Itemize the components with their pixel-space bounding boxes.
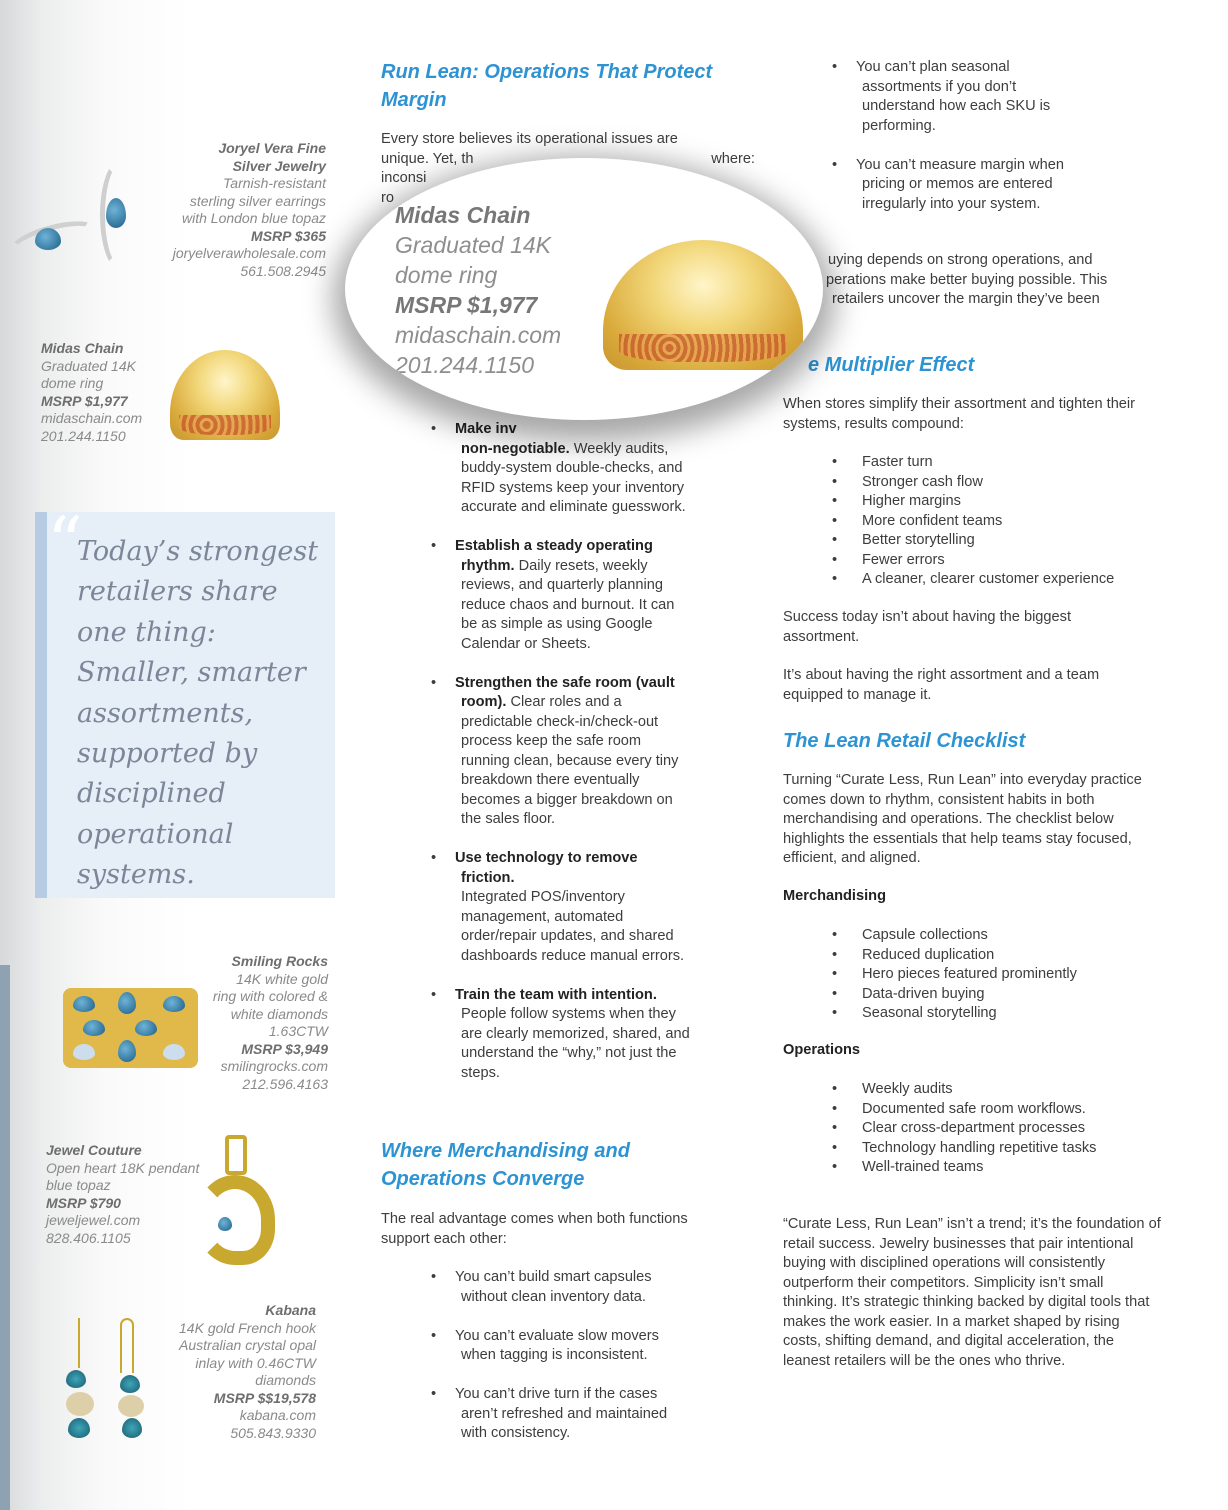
list-item: • More confident teams [832, 512, 1162, 532]
product-website: midaschain.com [41, 410, 143, 426]
list-item [431, 1385, 676, 1444]
product-price: MSRP $3,949 [241, 1040, 328, 1057]
product-name: Jewel Couture [46, 1142, 142, 1158]
list-item [431, 1327, 676, 1366]
product-desc: white diamonds [230, 1005, 328, 1022]
product-website: jeweljewel.com [46, 1212, 141, 1228]
product-phone: 201.244.1150 [395, 352, 534, 378]
list-item: • Documented safe room workflows. [832, 1100, 1162, 1120]
bullet-text: • You can’t drive turn if the cases aren’t refreshed and maintained with consistency. [455, 1386, 668, 1441]
list-item [431, 537, 691, 654]
quote-bar [35, 512, 47, 898]
bullet-text: Weekly audits, buddy-system double-checks, and RFID systems keep your inventory accurate and eliminate guesswork. [461, 440, 686, 515]
list-item: • Weekly audits [832, 1080, 1162, 1100]
intro-line: inconsi [381, 170, 427, 186]
product-desc: 14K white gold [236, 970, 328, 987]
product-phone: 561.508.2945 [240, 262, 326, 279]
bullet-text: People follow systems when they are clearly memorized, shared, and understand the “why,” not just the steps. [461, 1006, 690, 1081]
product-phone: 212.596.4163 [242, 1075, 328, 1092]
list-item: • Faster turn [832, 453, 1162, 473]
bullet-text: Daily resets, weekly reviews, and quarterly planning reduce chaos and burnout. It can be as simple as using Google Calendar or Sheets. [461, 557, 675, 652]
bullet-text: Clear roles and a predictable check-in/check-out process keep the safe room running clean, because every tiny breakdown there eventually becomes a bigger breakdown on the sales floor. [461, 694, 679, 827]
product-desc: diamonds [255, 1372, 316, 1388]
checklist-paragraph: Turning “Curate Less, Run Lean” into everyday practice comes down to rhythm, consistent habits in both merchandising and operations. The checklist below highlights the essentials that help teams stay focused, efficient, and aligned. [783, 772, 1142, 866]
heading-checklist: The Lean Retail Checklist [783, 730, 1026, 752]
multiplier-paragraph: When stores simplify their assortment and tighten their systems, results compound: [783, 396, 1136, 432]
list-item: • Clear cross-department processes [832, 1119, 1162, 1139]
product-midas-chain [41, 340, 142, 445]
operations-label: Operations [783, 1042, 861, 1058]
intro-line: unique. Yet, th [381, 150, 474, 167]
lens-product-caption [395, 200, 561, 380]
bullet-lead: Establish a steady operating rhythm. [455, 538, 653, 574]
list-item: • Higher margins [832, 492, 1162, 512]
product-desc: dome ring [395, 262, 498, 288]
merchandising-list [832, 926, 1162, 1024]
list-item: • Seasonal storytelling [832, 1004, 1162, 1024]
list-item [431, 420, 691, 518]
list-item [431, 1268, 676, 1307]
bullet-lead: Strengthen the safe room (vault room). [455, 674, 675, 710]
intro-line: where: [711, 150, 755, 167]
product-joryel-vera [173, 140, 326, 280]
product-price: MSRP $1,977 [41, 392, 128, 409]
heart-pendant-image [190, 1135, 280, 1275]
product-phone: 201.244.1150 [41, 427, 126, 444]
list-item: • Capsule collections [832, 926, 1162, 946]
list-item: • Reduced duplication [832, 946, 1162, 966]
top-right-bullets [832, 58, 1077, 214]
bullet-text: • You can’t measure margin when pricing or memos are entered irregularly into your system. [856, 156, 1064, 212]
bullet-text: • You can’t build smart capsules without clean inventory data. [455, 1269, 652, 1305]
list-item [431, 674, 691, 830]
closing-paragraph: “Curate Less, Run Lean” isn’t a trend; it’s the foundation of retail success. Jewelry businesses that pair intentional buying with disciplined operations will consistently outperform their competitors. Simplicity isn’t small thinking. It’s strategic thinking backed by digital tools that makes the work easier. In a market shaped by rising costs, shifting demand, and digital acceleration, the leanest retailers will be the ones who thrive. [783, 1216, 1161, 1369]
list-item [431, 849, 691, 966]
merchandising-label: Merchandising [783, 888, 886, 904]
converge-bullets [431, 1268, 676, 1444]
product-phone: 505.843.9330 [230, 1424, 316, 1441]
product-desc: Tarnish-resistant [223, 175, 326, 191]
product-name: Kabana [265, 1302, 316, 1318]
lens-dome-ring-image [603, 240, 803, 370]
bullet-lead: non-negotiable. [461, 440, 570, 457]
list-item: • Fewer errors [832, 551, 1162, 571]
quote-mark-icon: “ [47, 502, 83, 584]
product-desc: inlay with 0.46CTW [195, 1354, 316, 1371]
list-item: • Better storytelling [832, 531, 1162, 551]
list-item: • A cleaner, clearer customer experience [832, 570, 1162, 590]
product-desc: Australian crystal opal [179, 1337, 316, 1353]
product-jewel-couture [46, 1142, 199, 1247]
list-item [431, 986, 691, 1084]
product-price: MSRP $1,977 [395, 292, 538, 318]
operations-bullets [431, 420, 691, 1083]
bullet-text: • You can’t plan seasonal assortments if you don’t understand how each SKU is performing. [856, 59, 1051, 134]
bullet-text: • You can’t evaluate slow movers when tagging is inconsistent. [455, 1327, 659, 1363]
bullet-lead: Make inv [455, 421, 517, 437]
product-desc: Open heart 18K pendant [46, 1159, 200, 1176]
product-website: smilingrocks.com [220, 1058, 328, 1074]
product-website: kabana.com [239, 1407, 316, 1423]
product-desc: Graduated 14K [395, 232, 552, 258]
product-desc: ring with colored & [212, 988, 328, 1004]
product-desc: blue topaz [46, 1177, 111, 1193]
success-paragraph: Success today isn’t about having the biggest assortment. [783, 609, 1072, 645]
product-price: MSRP $$19,578 [213, 1389, 316, 1406]
bullet-lead: Use technology to remove friction. [455, 850, 638, 886]
assortment-paragraph: It’s about having the right assortment and a team equipped to manage it. [783, 667, 1100, 703]
product-website: midaschain.com [395, 322, 562, 348]
intro-line: Every store believes its operational issues are [381, 131, 678, 147]
converge-paragraph: The real advantage comes when both functions support each other: [381, 1211, 688, 1247]
text-line: retailers uncover the margin they’ve been [832, 291, 1100, 307]
product-name: Joryel Vera Fine [218, 140, 326, 156]
product-desc: Graduated 14K [41, 357, 136, 374]
quote-text: Today’s strongest retailers share one thing: Smaller, smarter assortments, supported by disciplined operational systems. [77, 536, 319, 891]
results-list [832, 453, 1162, 590]
text-line: perations make better buying possible. This [826, 271, 1108, 288]
product-kabana [179, 1302, 316, 1442]
list-item: • Stronger cash flow [832, 473, 1162, 493]
heading-run-lean: Run Lean: Operations That Protect Margin [381, 61, 713, 111]
product-name: Smiling Rocks [231, 953, 328, 969]
list-item [832, 58, 1077, 136]
heading-converge: Where Merchandising and Operations Converge [381, 1140, 630, 1190]
list-item: • Data-driven buying [832, 985, 1162, 1005]
product-desc: 14K gold French hook [179, 1319, 316, 1336]
pull-quote [35, 502, 335, 898]
operations-list [832, 1080, 1162, 1178]
product-name: Midas Chain [395, 202, 531, 228]
product-website: joryelverawholesale.com [172, 245, 326, 261]
product-phone: 828.406.1105 [46, 1229, 131, 1246]
list-item [832, 156, 1077, 215]
product-name: Midas Chain [41, 340, 124, 356]
list-item: • Technology handling repetitive tasks [832, 1139, 1162, 1159]
intro-line: ro [381, 189, 394, 206]
product-desc: sterling silver earrings [189, 192, 326, 209]
magnifier-lens [345, 158, 823, 420]
heading-multiplier: e Multiplier Effect [808, 354, 975, 376]
list-item: • Hero pieces featured prominently [832, 965, 1162, 985]
bullet-lead: Train the team with intention. [455, 986, 657, 1003]
bullet-text: Integrated POS/inventory management, automated order/repair updates, and shared dashboards reduce manual errors. [461, 889, 685, 964]
list-item: • Well-trained teams [832, 1158, 1162, 1178]
product-desc: dome ring [41, 375, 104, 391]
product-desc: 1.63CTW [268, 1023, 328, 1039]
page-edge-bar [0, 965, 10, 1510]
product-price: MSRP $790 [46, 1194, 121, 1211]
middle-column [381, 58, 756, 114]
product-name: Silver Jewelry [232, 157, 326, 174]
text-line: uying depends on strong operations, and [828, 252, 1093, 268]
product-price: MSRP $365 [251, 227, 326, 244]
product-smiling-rocks [213, 953, 328, 1093]
buying-paragraph [826, 251, 1186, 310]
product-desc: with London blue topaz [182, 210, 326, 226]
gemstone-ring-image [63, 988, 198, 1068]
